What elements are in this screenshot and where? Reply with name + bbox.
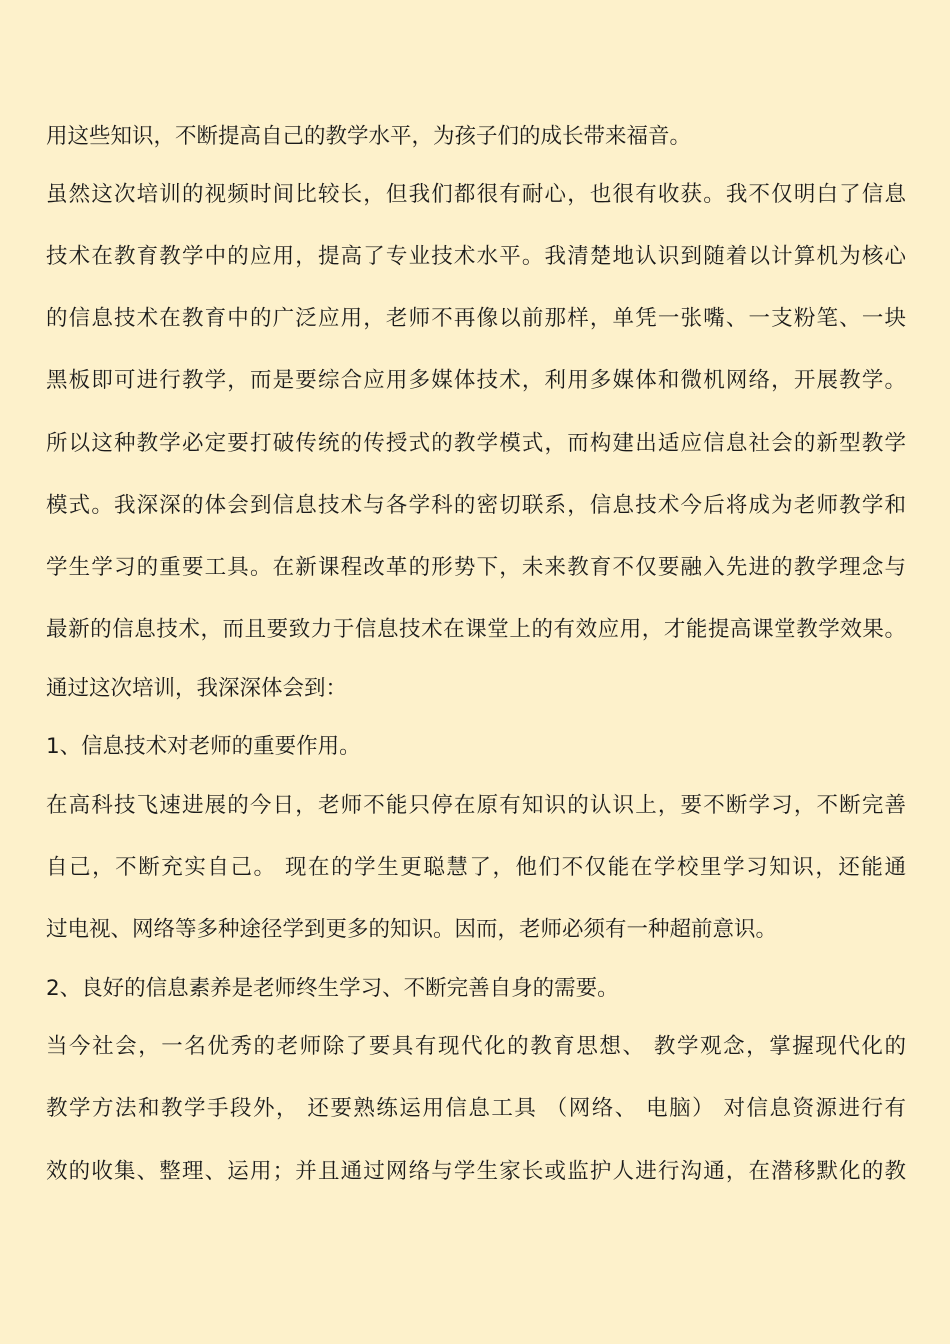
text-line: 模式。我深深的体会到信息技术与各学科的密切联系，信息技术今后将成为老师教学和 [46, 493, 906, 518]
text-line: 学生学习的重要工具。在新课程改革的形势下，未来教育不仅要融入先进的教学理念与 [46, 555, 906, 580]
text-line: 在高科技飞速进展的今日，老师不能只停在原有知识的认识上，要不断学习，不断完善 [46, 793, 906, 818]
text-line: 自己，不断充实自己。 现在的学生更聪慧了，他们不仅能在学校里学习知识，还能通 [46, 855, 906, 880]
text-line: 最新的信息技术，而且要致力于信息技术在课堂上的有效应用，才能提高课堂教学效果。 [46, 617, 906, 642]
text-line: 黑板即可进行教学，而是要综合应用多媒体技术，利用多媒体和微机网络，开展教学。 [46, 368, 906, 393]
text-line: 所以这种教学必定要打破传统的传授式的教学模式，而构建出适应信息社会的新型教学 [46, 431, 906, 456]
text-line: 1、信息技术对老师的重要作用。 [46, 734, 361, 759]
text-line: 通过这次培训，我深深体会到： [46, 676, 348, 701]
text-line: 的信息技术在教育中的广泛应用，老师不再像以前那样，单凭一张嘴、一支粉笔、一块 [46, 306, 906, 331]
text-line: 效的收集、整理、运用；并且通过网络与学生家长或监护人进行沟通，在潜移默化的教 [46, 1159, 906, 1184]
text-line: 过电视、网络等多种途径学到更多的知识。因而，老师必须有一种超前意识。 [46, 917, 778, 942]
text-line: 当今社会，一名优秀的老师除了要具有现代化的教育思想、 教学观念，掌握现代化的 [46, 1034, 906, 1059]
text-line: 教学方法和教学手段外， 还要熟练运用信息工具 （网络、 电脑） 对信息资源进行有 [46, 1096, 906, 1121]
text-line: 虽然这次培训的视频时间比较长，但我们都很有耐心，也很有收获。我不仅明白了信息 [46, 182, 906, 207]
text-line: 技术在教育教学中的应用，提高了专业技术水平。我清楚地认识到随着以计算机为核心 [46, 244, 906, 269]
text-line: 2、良好的信息素养是老师终生学习、不断完善自身的需要。 [46, 976, 619, 1001]
text-line: 用这些知识，不断提高自己的教学水平，为孩子们的成长带来福音。 [46, 124, 692, 149]
